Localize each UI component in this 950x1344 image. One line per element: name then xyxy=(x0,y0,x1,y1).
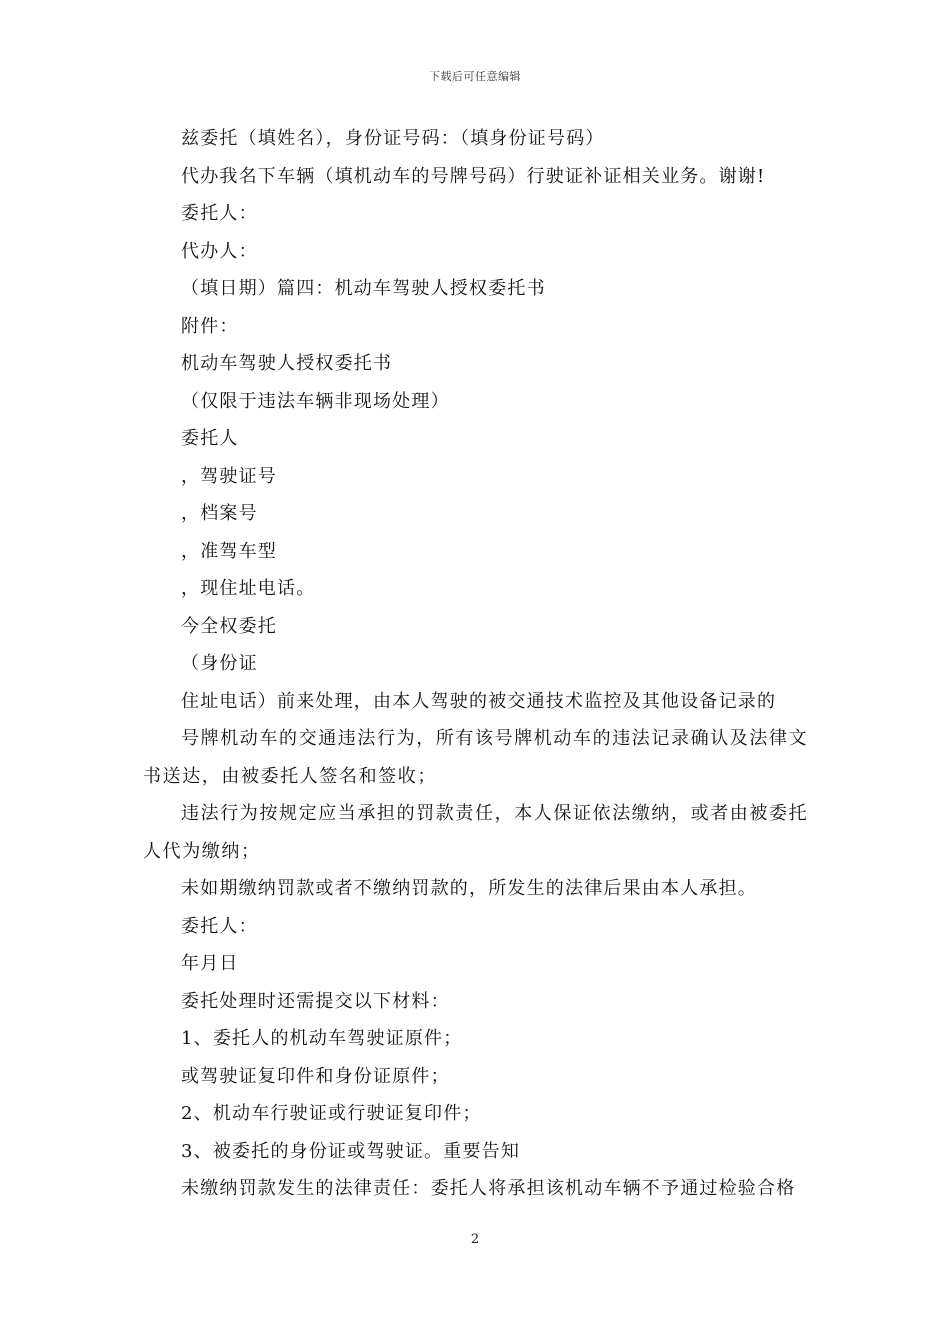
list-item: 或驾驶证复印件和身份证原件； xyxy=(181,1065,450,1087)
paragraph: （填日期）篇四：机动车驾驶人授权委托书 xyxy=(181,278,546,299)
list-item: 2、机动车行驶证或行驶证复印件； xyxy=(181,1103,482,1124)
paragraph: ，档案号 xyxy=(181,503,258,524)
list-item: 1、委托人的机动车驾驶证原件； xyxy=(181,1028,463,1049)
paragraph: 委托人： xyxy=(181,203,258,224)
paragraph: 委托人： xyxy=(181,915,258,937)
paragraph: 代办我名下车辆（填机动车的号牌号码）行驶证补证相关业务。谢谢! xyxy=(181,165,766,187)
paragraph: 年月日 xyxy=(181,953,239,974)
document-subtitle: 机动车驾驶人授权委托书 xyxy=(181,353,393,374)
paragraph: ，驾驶证号 xyxy=(181,465,277,487)
paragraph: （仅限于违法车辆非现场处理） xyxy=(181,390,450,412)
list-item: 3、被委托的身份证或驾驶证。重要告知 xyxy=(181,1140,521,1162)
document-body xyxy=(143,120,811,1208)
paragraph: 附件： xyxy=(181,315,239,337)
paragraph: 未缴纳罚款发生的法律责任：委托人将承担该机动车辆不予通过检验合格 xyxy=(181,1178,796,1199)
page-number: 2 xyxy=(470,1232,480,1247)
paragraph: 委托人 xyxy=(181,428,239,449)
paragraph: 委托处理时还需提交以下材料： xyxy=(181,990,450,1012)
paragraph: 今全权委托 xyxy=(181,615,277,637)
paragraph: ，现住址电话。 xyxy=(181,578,316,599)
paragraph: 代办人： xyxy=(181,240,258,262)
paragraph: 未如期缴纳罚款或者不缴纳罚款的，所发生的法律后果由本人承担。 xyxy=(181,878,757,899)
paragraph: 违法行为按规定应当承担的罚款责任，本人保证依法缴纳，或者由被委托人代为缴纳； xyxy=(143,803,809,862)
paragraph: 号牌机动车的交通违法行为，所有该号牌机动车的违法记录确认及法律文书送达，由被委托人签名和签收； xyxy=(143,728,809,787)
header-note: 下载后可任意编辑 xyxy=(429,70,521,83)
paragraph: ，准驾车型 xyxy=(181,540,277,562)
paragraph: 住址电话）前来处理，由本人驾驶的被交通技术监控及其他设备记录的 xyxy=(181,690,777,712)
paragraph: 兹委托（填姓名），身份证号码：（填身份证号码） xyxy=(181,128,605,149)
paragraph: （身份证 xyxy=(181,653,258,674)
